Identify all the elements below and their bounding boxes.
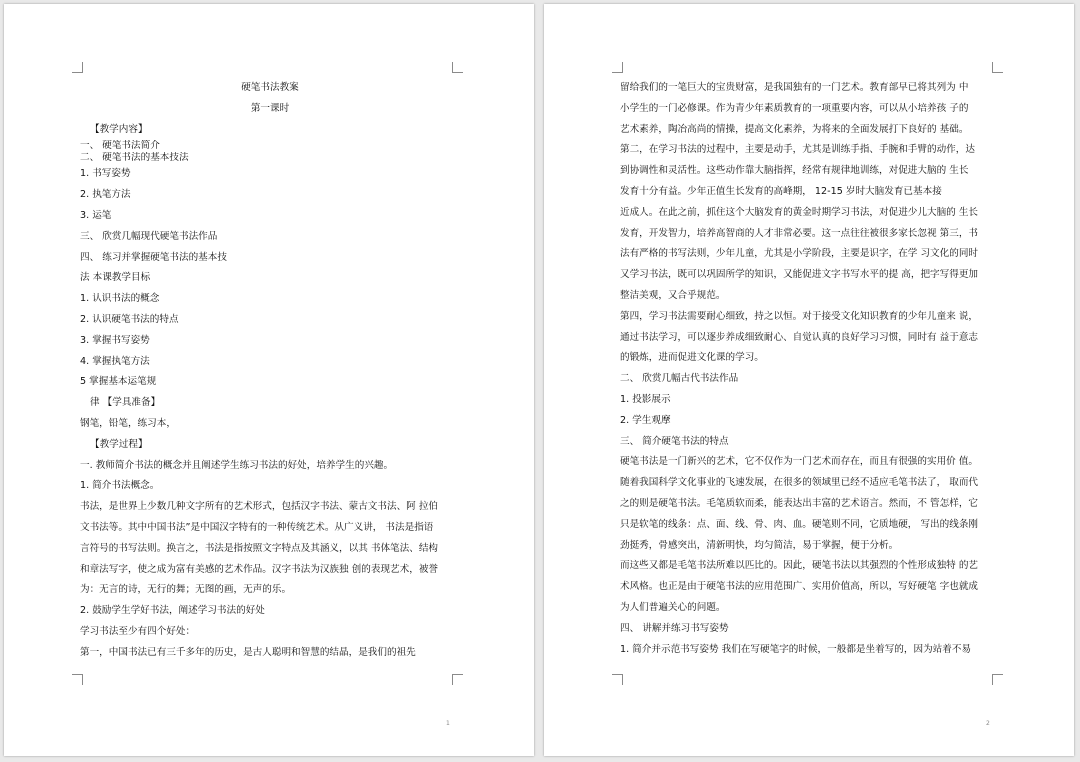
text-line: 整洁美观，又合乎规范。	[620, 289, 726, 301]
corner-mark	[72, 62, 83, 73]
lesson-heading: 第一课时	[250, 102, 290, 114]
text-line: 4. 掌握执笔方法	[80, 355, 150, 367]
text-line: 而这些又都是毛笔书法所难以匹比的。因此，硬笔书法以其强烈的个性形成独特 的艺	[620, 560, 979, 572]
text-line: 只是软笔的线条：点、面、线、骨、肉、血。硬笔则不同，它质地硬， 写出的线条刚	[620, 518, 979, 530]
text-line: 2. 鼓励学生学好书法，阐述学习书法的好处	[80, 605, 265, 617]
text-line: 第一，中国书法已有三千多年的历史，是古人聪明和智慧的结晶，是我们的祖先	[80, 646, 416, 658]
text-line: 一、 硬笔书法简介	[80, 140, 160, 152]
text-line: 近成人。在此之前，抓住这个大脑发育的黄金时期学习书法，对促进少儿大脑的 生长	[620, 206, 979, 218]
text-line: 发育十分有益。少年正值生长发育的高峰期， 12-15 岁时大脑发育已基本接	[620, 185, 942, 197]
text-line: 留给我们的一笔巨大的宝贵财富，是我国独有的一门艺术。教育部早已将其列为 中	[620, 82, 969, 93]
text-line: 为人们普遍关心的问题。	[620, 601, 726, 613]
page-2-text	[620, 78, 1000, 660]
corner-mark	[452, 62, 463, 73]
section-heading: 【教学内容】	[90, 123, 148, 135]
page-1-text	[80, 78, 460, 664]
corner-mark	[992, 62, 1003, 73]
text-line: 第四，学习书法需要耐心细致，持之以恒。对于接受文化知识教育的少年儿童来 说，	[620, 310, 979, 322]
text-line: 法 本课教学目标	[80, 272, 151, 284]
corner-mark	[452, 674, 463, 685]
corner-mark	[612, 674, 623, 685]
text-line: 艺术素养，陶冶高尚的情操，提高文化素养，为将来的全面发展打下良好的 基础。	[620, 123, 969, 135]
text-line: 四、 讲解并练习书写姿势	[620, 622, 729, 634]
text-line: 随着我国科学文化事业的飞速发展，在很多的领域里已经不适应毛笔书法了， 取而代	[620, 477, 979, 489]
document-page-2	[544, 4, 1074, 756]
text-line: 劲挺秀，骨感突出，清新明快，均匀简洁，易于掌握，便于分析。	[620, 539, 899, 551]
corner-mark	[72, 674, 83, 685]
text-line: 律 【学具准备】	[90, 397, 161, 409]
text-line: 钢笔，铅笔，练习本，	[80, 417, 176, 429]
page-number: 2	[986, 720, 990, 727]
text-line: 言符号的书写法则。换言之，书法是指按照文字特点及其涵义，以其 书体笔法、结构	[80, 542, 439, 554]
text-line: 术风格。也正是由于硬笔书法的应用范围广、实用价值高，所以，写好硬笔 字也就成	[620, 581, 979, 593]
text-line: 发育，开发智力，培养高智商的人才非常必要。这一点往往被很多家长忽视 第三，书	[620, 227, 979, 239]
section-heading: 【教学过程】	[90, 438, 148, 450]
text-line: 1. 简介并示范书写姿势 我们在写硬笔字的时候，一般都是坐着写的，因为站着不易	[620, 643, 972, 655]
text-line: 3. 运笔	[80, 209, 112, 221]
page-number: 1	[446, 720, 450, 727]
text-line: 2. 认识硬笔书法的特点	[80, 313, 179, 325]
text-line: 二、 欣赏几幅古代书法作品	[620, 373, 739, 385]
text-line: 的锻炼，进而促进文化课的学习。	[620, 352, 764, 364]
text-line: 到协调性和灵活性。这些动作靠大脑指挥，经常有规律地训练，对促进大脑的 生长	[620, 165, 969, 177]
text-line: 通过书法学习，可以逐步养成细致耐心、自觉认真的良好学习习惯，同时有 益于意志	[620, 331, 979, 343]
text-line: 第二，在学习书法的过程中，主要是动手，尤其是训练手指、手腕和手臂的动作，达	[620, 144, 975, 156]
text-line: 学习书法至少有四个好处：	[80, 625, 196, 637]
text-line: 1. 投影展示	[620, 393, 671, 405]
text-line: 三、 欣赏几幅现代硬笔书法作品	[80, 230, 218, 242]
corner-mark	[612, 62, 623, 73]
text-line: 1. 简介书法概念。	[80, 480, 160, 492]
text-line: 三、 简介硬笔书法的特点	[620, 435, 729, 447]
text-line: 四、 练习并掌握硬笔书法的基本技	[80, 251, 227, 263]
text-line: 二、 硬笔书法的基本技法	[80, 152, 189, 164]
text-line: 文书法等。其中中国书法”是中国汉字特有的一种传统艺术。从广义讲， 书法是指语	[80, 521, 434, 533]
document-page-1	[4, 4, 534, 756]
text-line: 法有严格的书写法则，少年儿童，尤其是小学阶段，主要是识字，在学 习文化的同时	[620, 248, 979, 260]
text-line: 2. 执笔方法	[80, 189, 131, 201]
document-title: 硬笔书法教案	[241, 82, 299, 93]
corner-mark	[992, 674, 1003, 685]
text-line: 之的则是硬笔书法。毛笔质软而柔，能表达出丰富的艺术语言。然而，不 管怎样，它	[620, 497, 979, 509]
text-line: 一. 教师简介书法的概念并且阐述学生练习书法的好处，培养学生的兴趣。	[80, 459, 394, 471]
text-line: 小学生的一门必修课。作为青少年素质教育的一项重要内容，可以从小培养孩 子的	[620, 102, 969, 114]
text-line: 1. 认识书法的概念	[80, 293, 160, 305]
text-line: 硬笔书法是一门新兴的艺术，它不仅作为一门艺术而存在，而且有很强的实用价 值。	[620, 456, 979, 468]
text-line: 3. 掌握书写姿势	[80, 334, 150, 346]
text-line: 2. 学生观摩	[620, 414, 671, 426]
text-line: 为：无言的诗，无行的舞；无图的画，无声的乐。	[80, 584, 292, 596]
text-line: 和章法写字，使之成为富有美感的艺术作品。汉字书法为汉族独 创的表现艺术，被誉	[80, 563, 439, 575]
text-line: 1. 书写姿势	[80, 168, 131, 180]
text-line: 5 掌握基本运笔规	[80, 376, 157, 388]
text-line: 书法，是世界上少数几种文字所有的艺术形式，包括汉字书法、蒙古文书法、阿 拉伯	[80, 501, 439, 513]
text-line: 又学习书法，既可以巩固所学的知识，又能促进文字书写水平的提 高，把字写得更加	[620, 269, 979, 281]
